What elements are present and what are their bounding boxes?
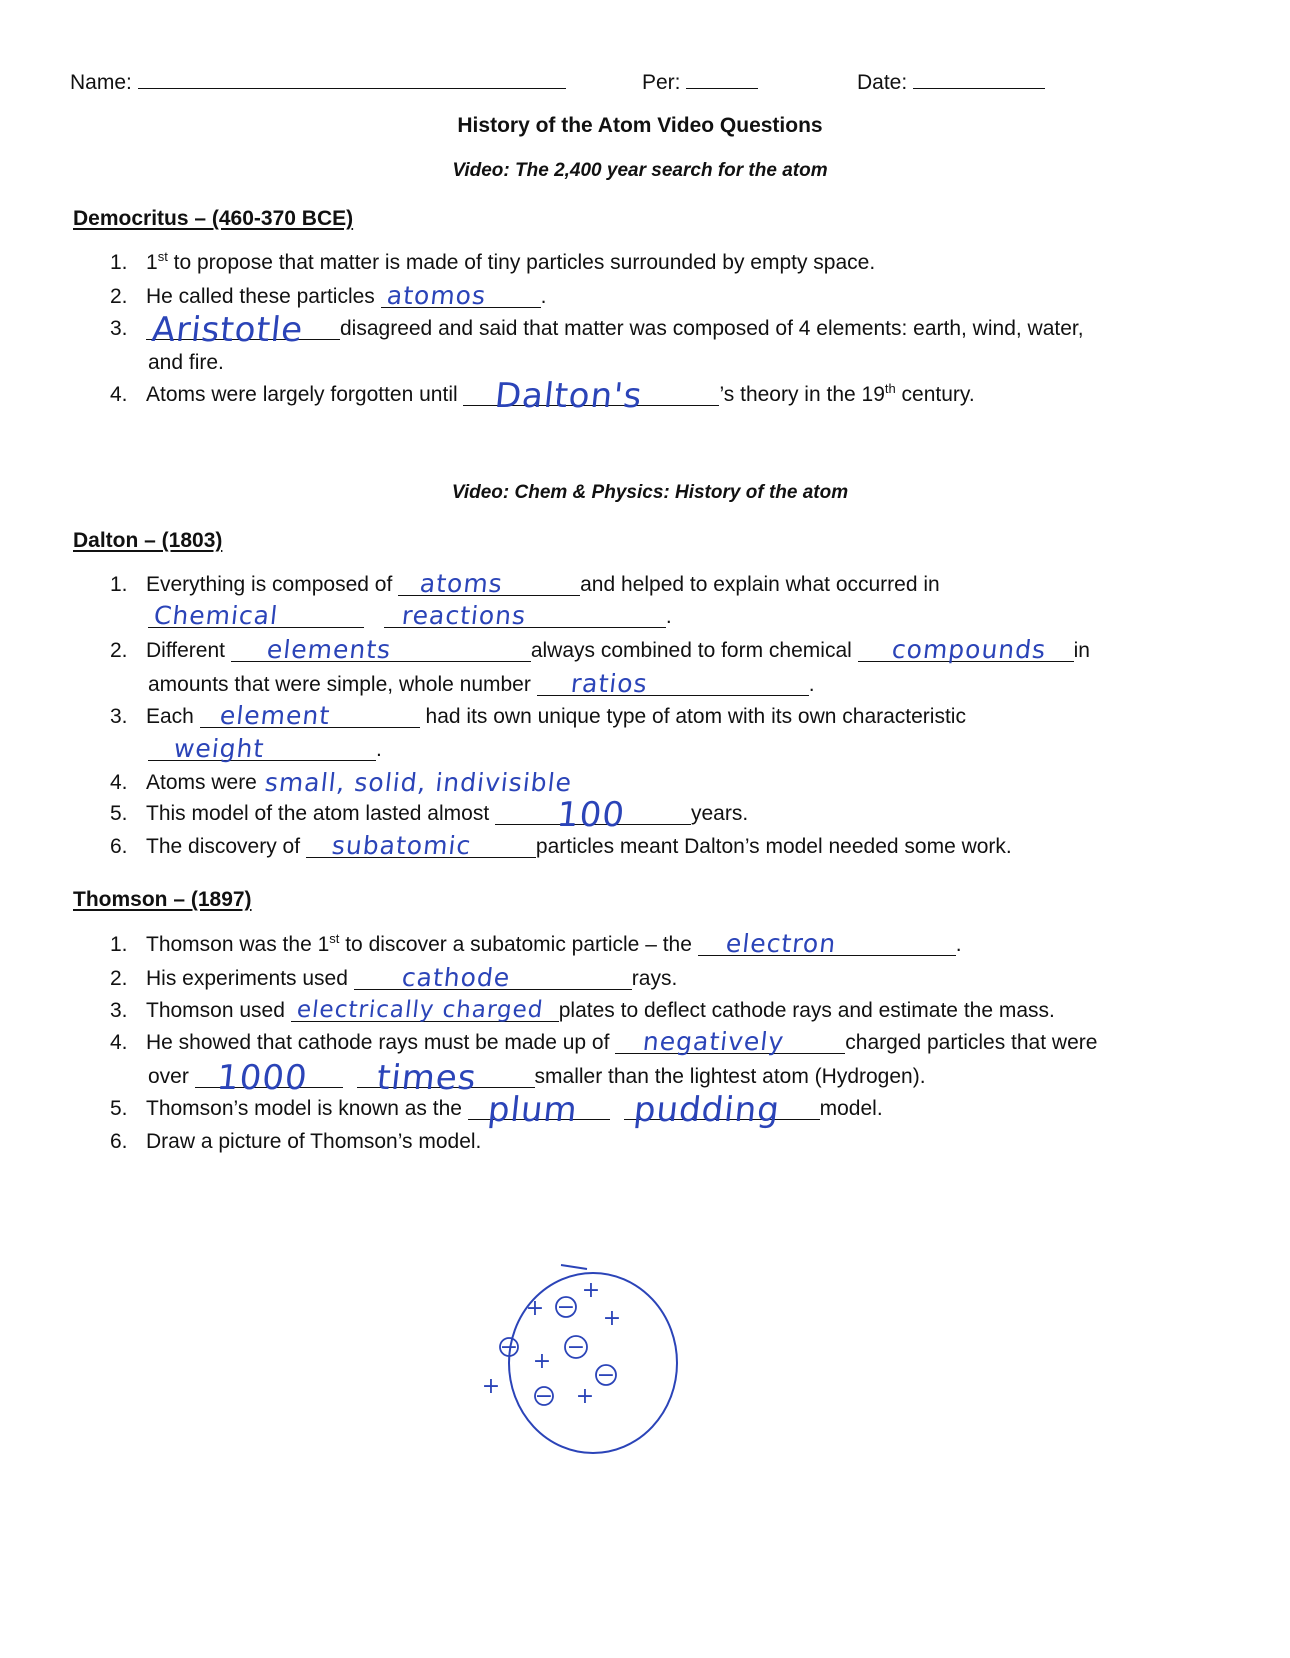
democritus-q3 — [110, 310, 1084, 350]
q-text: to propose that matter is made of tiny particles surrounded by empty space. — [167, 251, 876, 274]
plus-sign: + — [525, 1296, 545, 1321]
name-label: Name: — [70, 71, 132, 94]
handwritten-answer: atoms — [418, 569, 505, 598]
q-text: Each — [146, 705, 200, 728]
handwritten-answer: Aristotle — [149, 310, 306, 350]
answer-blank — [381, 281, 541, 310]
q-number: 2. — [110, 967, 128, 990]
minus-sign: − — [534, 1384, 554, 1409]
q-text: had its own unique type of atom with its own characteristic — [419, 705, 966, 728]
thomson-q4-continued — [148, 1058, 926, 1098]
q-text: ’s theory in the 19 — [719, 383, 885, 406]
q-text: Atoms were — [146, 771, 263, 794]
q-text: particles meant Dalton’s model needed some work. — [535, 835, 1012, 858]
q-text: and helped to explain what occurred in — [580, 573, 940, 596]
q-number: 5. — [110, 1097, 128, 1120]
answer-blank — [195, 1058, 343, 1098]
q-number: 4. — [110, 1031, 128, 1054]
handwritten-answer: Dalton's — [493, 376, 645, 416]
q-text: Atoms were largely forgotten until — [146, 383, 464, 406]
q-text: . — [376, 738, 382, 761]
answer-blank — [354, 963, 632, 992]
handwritten-answer: Chemical — [152, 601, 280, 630]
handwritten-answer: 100 — [554, 795, 628, 835]
dalton-q1 — [110, 569, 940, 598]
video-title-1: Video: The 2,400 year search for the atom — [452, 160, 828, 181]
q-text: to discover a subatomic particle – the — [339, 933, 698, 956]
plus-sign: + — [575, 1384, 595, 1409]
minus-sign: − — [566, 1335, 586, 1360]
q-text: over — [148, 1065, 195, 1088]
democritus-q4 — [110, 376, 975, 416]
answer-blank — [615, 1027, 845, 1056]
q-text: . — [665, 605, 672, 628]
democritus-q3-continued: and fire. — [148, 351, 224, 374]
q-text: disagreed and said that matter was composed of 4 elements: earth, wind, water, — [340, 317, 1084, 340]
handwritten-answer: small, solid, indivisible — [263, 768, 574, 797]
q-text: amounts that were simple, whole number — [148, 673, 537, 696]
date-blank — [913, 70, 1045, 89]
answer-blank — [858, 635, 1074, 664]
q-text: always combined to form chemical — [530, 639, 858, 662]
name-field — [70, 70, 566, 95]
thomson-q1 — [110, 929, 962, 958]
thomson-q2 — [110, 963, 678, 992]
q-text: plates to deflect cathode rays and estimate the mass. — [558, 999, 1055, 1022]
q-text: . — [808, 673, 815, 696]
q-text: Thomson used — [146, 999, 291, 1022]
answer-blank — [698, 929, 956, 958]
answer-blank — [148, 601, 364, 630]
q-number: 3. — [110, 705, 128, 728]
q-number: 6. — [110, 1130, 128, 1153]
dalton-q2 — [110, 635, 1090, 664]
q-text: His experiments used — [146, 967, 354, 990]
q-number: 4. — [110, 383, 128, 406]
dalton-q1-continued — [148, 601, 672, 630]
page-title: History of the Atom Video Questions — [457, 114, 823, 137]
date-field — [857, 70, 1045, 95]
q-text: Draw a picture of Thomson’s model. — [146, 1130, 482, 1153]
q-text: This model of the atom lasted almost — [146, 802, 495, 825]
q-number: 5. — [110, 802, 128, 825]
q-number: 3. — [110, 999, 128, 1022]
q-text: Thomson was the 1 — [146, 933, 330, 956]
q-text: in — [1073, 639, 1090, 662]
handwritten-answer: ratios — [569, 669, 649, 698]
plus-sign: + — [481, 1374, 501, 1399]
q-text: rays. — [631, 967, 678, 990]
minus-sign: − — [596, 1363, 616, 1388]
q-text: century. — [895, 383, 975, 406]
handwritten-answer: pudding — [631, 1090, 782, 1130]
dalton-q3 — [110, 701, 966, 730]
q-number: 1. — [110, 573, 128, 596]
q-number: 2. — [110, 285, 128, 308]
q-text: Thomson’s model is known as the — [146, 1097, 468, 1120]
answer-blank — [357, 1058, 535, 1098]
dalton-q5 — [110, 795, 749, 835]
democritus-q2 — [110, 281, 547, 310]
thomson-q4 — [110, 1027, 1098, 1056]
democritus-q1 — [110, 250, 875, 276]
date-label: Date: — [857, 71, 908, 94]
section-dalton-heading: Dalton – (1803) — [73, 529, 223, 552]
thomson-q6 — [110, 1129, 481, 1155]
dalton-q6 — [110, 831, 1012, 860]
q-text: Everything is composed of — [146, 573, 399, 596]
q-number: 3. — [110, 317, 128, 340]
section-democritus-heading: Democritus – (460-370 BCE) — [73, 207, 354, 230]
q-number: 1. — [110, 251, 128, 274]
dalton-q4 — [110, 768, 574, 797]
handwritten-answer: plum — [485, 1090, 580, 1130]
handwritten-answer: weight — [172, 734, 266, 763]
answer-blank — [468, 1090, 610, 1130]
q-text: years. — [691, 802, 749, 825]
answer-blank — [148, 734, 376, 763]
q-sup: th — [884, 381, 896, 396]
q-number: 6. — [110, 835, 128, 858]
handwritten-answer: subatomic — [330, 831, 473, 860]
answer-blank — [495, 795, 691, 835]
answer-blank — [200, 701, 420, 730]
plus-sign: + — [581, 1278, 601, 1303]
handwritten-answer: atomos — [385, 281, 488, 310]
handwritten-answer: negatively — [641, 1027, 786, 1056]
pen-mark — [561, 1265, 587, 1269]
q-text: The discovery of — [146, 835, 306, 858]
handwritten-answer: reactions — [400, 601, 528, 630]
answer-blank — [263, 768, 574, 797]
answer-blank — [537, 669, 809, 698]
dalton-q2-continued — [148, 669, 815, 698]
plus-sign: + — [602, 1306, 622, 1331]
handwritten-answer: 1000 — [214, 1058, 310, 1098]
name-blank — [138, 70, 566, 89]
thomson-q3 — [110, 998, 1055, 1024]
handwritten-answer: compounds — [890, 635, 1048, 664]
handwritten-answer: elements — [265, 635, 393, 664]
answer-blank — [231, 635, 531, 664]
handwritten-answer: electron — [724, 929, 838, 958]
q-text: smaller than the lightest atom (Hydrogen). — [534, 1065, 926, 1088]
section-thomson-heading: Thomson – (1897) — [73, 888, 252, 911]
q-number: 2. — [110, 639, 128, 662]
thomson-q5 — [110, 1090, 883, 1130]
per-label: Per: — [642, 71, 681, 94]
q-sup: st — [157, 249, 168, 264]
q-text: . — [540, 285, 547, 308]
q-number: 4. — [110, 771, 128, 794]
period-field — [642, 70, 758, 95]
q-text: He called these particles — [146, 285, 381, 308]
answer-blank — [384, 601, 666, 630]
minus-sign: − — [556, 1295, 576, 1320]
answer-blank — [306, 831, 536, 860]
q-sup: st — [329, 931, 340, 946]
q-text: 1 — [146, 251, 158, 274]
plum-pudding-drawing — [481, 1255, 685, 1455]
answer-blank — [463, 376, 719, 416]
answer-blank — [398, 569, 580, 598]
q-text: . — [955, 933, 962, 956]
q-text: Different — [146, 639, 231, 662]
q-text: He showed that cathode rays must be made up of — [146, 1031, 616, 1054]
plus-sign: + — [532, 1349, 552, 1374]
per-blank — [686, 70, 758, 89]
q-text: charged particles that were — [845, 1031, 1098, 1054]
q-number: 1. — [110, 933, 128, 956]
answer-blank — [291, 999, 559, 1022]
handwritten-answer: cathode — [400, 963, 512, 992]
answer-blank — [146, 310, 340, 350]
handwritten-answer: element — [218, 701, 332, 730]
answer-blank — [624, 1090, 820, 1130]
video-title-2: Video: Chem & Physics: History of the atom — [451, 482, 849, 503]
handwritten-answer: times — [374, 1058, 479, 1098]
minus-sign: − — [499, 1335, 519, 1360]
dalton-q3-continued — [148, 734, 382, 763]
handwritten-answer: electrically charged — [295, 997, 545, 1023]
q-text: model. — [819, 1097, 883, 1120]
